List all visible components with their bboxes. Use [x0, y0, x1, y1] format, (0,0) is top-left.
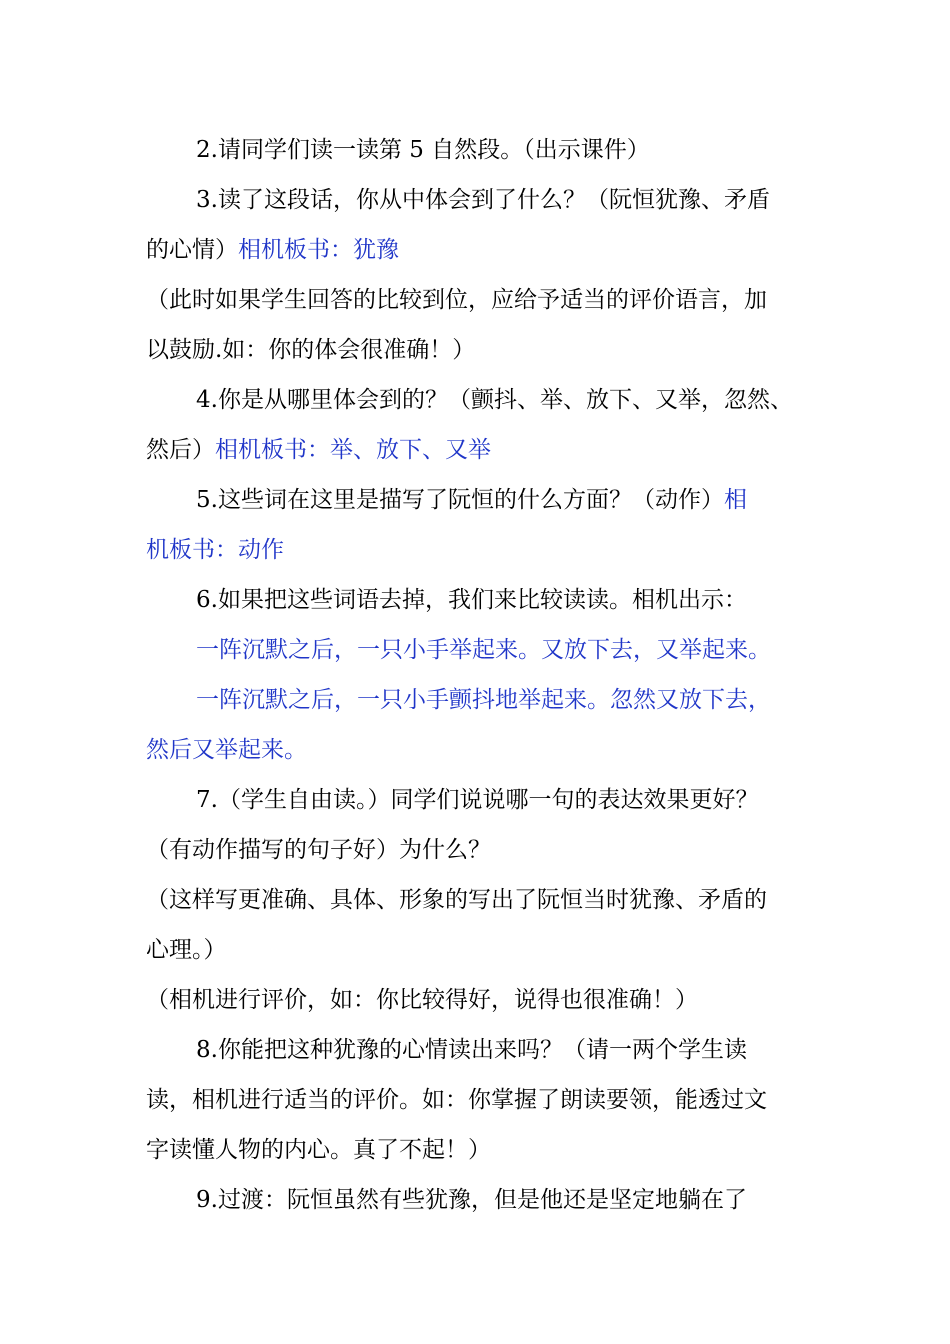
body-text: （此时如果学生回答的比较到位，应给予适当的评价语言，加 [146, 287, 767, 313]
body-text: 读，相机进行适当的评价。如：你掌握了朗读要领，能透过文 [146, 1087, 767, 1113]
text-line [146, 230, 811, 270]
board-text: 相 [723, 487, 747, 513]
text-line [196, 1030, 811, 1070]
text-line [196, 680, 811, 720]
text-line [146, 930, 811, 970]
text-line [196, 580, 811, 620]
body-text: 字读懂人物的内心。真了不起！） [146, 1137, 491, 1163]
text-line [196, 1180, 811, 1220]
body-text: （有动作描写的句子好）为什么？ [146, 837, 491, 863]
text-line [146, 980, 811, 1020]
text-line [196, 380, 811, 420]
text-line [146, 530, 811, 570]
text-line [146, 1130, 811, 1170]
text-line [146, 280, 811, 320]
text-line [196, 780, 811, 820]
body-text: 的心情） [146, 237, 238, 263]
text-line [196, 630, 811, 670]
text-line [146, 880, 811, 920]
body-text: 然后） [146, 437, 215, 463]
text-line [196, 130, 811, 170]
body-text: 7.（学生自由读。）同学们说说哪一句的表达效果更好？ [196, 787, 759, 813]
text-line [146, 1080, 811, 1120]
text-line [196, 180, 811, 220]
body-text: 5.这些词在这里是描写了阮恒的什么方面？（动作） [196, 487, 724, 513]
body-text: 9.过渡：阮恒虽然有些犹豫，但是他还是坚定地躺在了 [196, 1187, 747, 1213]
board-text: 一阵沉默之后，一只小手颤抖地举起来。忽然又放下去， [196, 687, 771, 713]
board-text: 然后又举起来。 [146, 737, 307, 763]
board-text: 一阵沉默之后，一只小手举起来。又放下去，又举起来。 [196, 637, 771, 663]
text-line [196, 480, 811, 520]
body-text: 心理。） [146, 937, 227, 963]
body-text: （这样写更准确、具体、形象的写出了阮恒当时犹豫、矛盾的 [146, 887, 767, 913]
body-text: （相机进行评价，如：你比较得好，说得也很准确！） [146, 987, 698, 1013]
board-text: 相机板书：举、放下、又举 [215, 437, 491, 463]
body-text: 4.你是从哪里体会到的？（颤抖、举、放下、又举，忽然、 [196, 387, 793, 413]
text-line [146, 330, 811, 370]
body-text: 3.读了这段话，你从中体会到了什么？（阮恒犹豫、矛盾 [196, 187, 770, 213]
text-line [146, 430, 811, 470]
board-text: 机板书：动作 [146, 537, 284, 563]
body-text: 以鼓励.如：你的体会很准确！） [146, 337, 476, 363]
text-line [146, 730, 811, 770]
text-line [146, 830, 811, 870]
body-text: 2.请同学们读一读第 5 自然段。（出示课件） [196, 137, 650, 163]
board-text: 相机板书：犹豫 [238, 237, 399, 263]
body-text: 8.你能把这种犹豫的心情读出来吗？（请一两个学生读 [196, 1037, 747, 1063]
body-text: 6.如果把这些词语去掉，我们来比较读读。相机出示： [196, 587, 747, 613]
